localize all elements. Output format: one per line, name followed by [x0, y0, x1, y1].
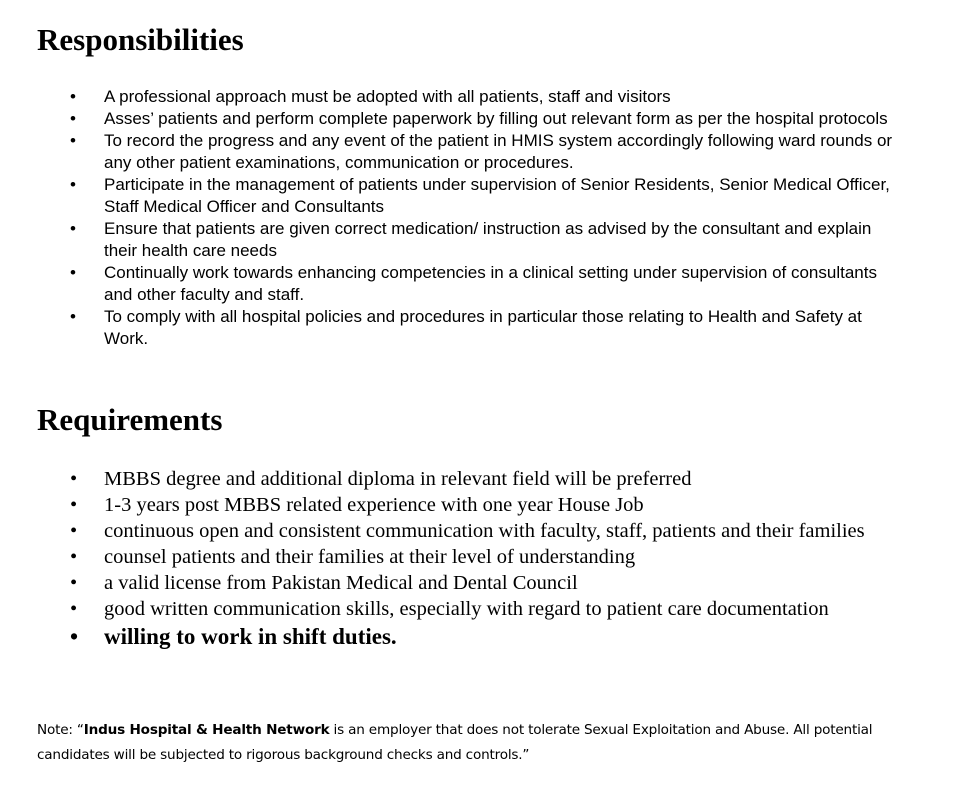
- list-item: • A professional approach must be adopted with all patients, staff and visitors: [70, 87, 671, 106]
- bullet-icon: •: [70, 468, 78, 490]
- bullet-icon: •: [70, 572, 78, 594]
- organization-name: Indus Hospital & Health Network: [83, 721, 330, 738]
- list-item: • 1-3 years post MBBS related experience with one year House Job: [70, 494, 644, 516]
- bullet-icon: •: [70, 546, 78, 568]
- list-item: • Ensure that patients are given correct medication/ instruction as advised by the consultant and explain their health care needs: [70, 219, 872, 260]
- list-item: • Participate in the management of patients under supervision of Senior Residents, Senior Medical Officer, Staff Medical Officer and Consultants: [70, 175, 890, 216]
- responsibilities-list: [0, 86, 940, 350]
- list-item: • MBBS degree and additional diploma in relevant field will be preferred: [70, 468, 692, 490]
- bullet-icon: •: [70, 131, 76, 150]
- bullet-icon: •: [70, 520, 78, 542]
- list-item: • To comply with all hospital policies and procedures in particular those relating to Health and Safety at Work.: [70, 307, 862, 348]
- bullet-icon: •: [70, 175, 76, 194]
- list-item: • counsel patients and their families at their level of understanding: [70, 546, 636, 568]
- bullet-icon: •: [70, 109, 76, 128]
- list-item: • Asses’ patients and perform complete paperwork by filling out relevant form as per the hospital protocols: [70, 109, 888, 128]
- bullet-icon: •: [70, 307, 76, 326]
- bullet-icon: •: [70, 624, 79, 649]
- list-item: • a valid license from Pakistan Medical and Dental Council: [70, 572, 578, 594]
- requirements-heading: Requirements: [37, 402, 223, 437]
- bullet-icon: •: [70, 598, 78, 620]
- note-paragraph: Note: “Indus Hospital & Health Network is an employer that does not tolerate Sexual Exploitation and Abuse. All potential candidates will be subjected to rigorous background checks and controls.”: [37, 721, 873, 763]
- list-item: • continuous open and consistent communication with faculty, staff, patients and their families: [70, 520, 865, 542]
- bullet-icon: •: [70, 263, 76, 282]
- requirements-list: [0, 466, 940, 652]
- list-item: • willing to work in shift duties.: [0, 622, 940, 652]
- list-item: • Continually work towards enhancing competencies in a clinical setting under supervision of consultants and other faculty and staff.: [70, 263, 877, 304]
- responsibilities-heading: Responsibilities: [37, 22, 244, 57]
- list-item: • good written communication skills, especially with regard to patient care documentation: [70, 598, 829, 620]
- list-item: • To record the progress and any event of the patient in HMIS system accordingly following ward rounds or any other patient examinations, communication or procedures.: [70, 131, 893, 172]
- bullet-icon: •: [70, 219, 76, 238]
- bullet-icon: •: [70, 494, 78, 516]
- bullet-icon: •: [70, 87, 76, 106]
